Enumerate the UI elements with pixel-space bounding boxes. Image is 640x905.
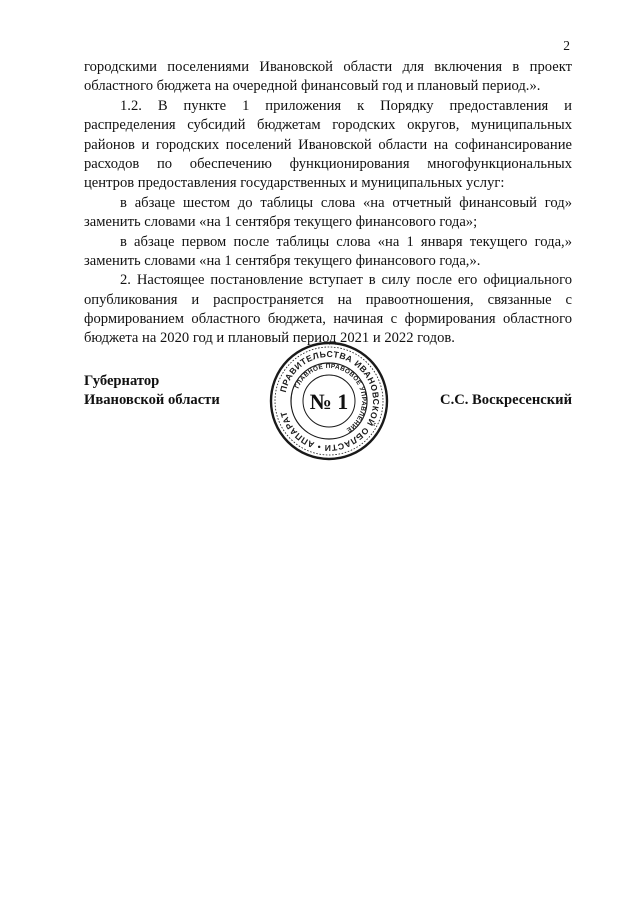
text-line: заменить словами «на 1 сентября текущего финансового года»; [84,214,478,231]
stamp-number: № 1 [309,389,349,414]
text-line: городскими поселениями Ивановской области для включения в проект [84,59,572,75]
svg-text:ГЛАВНОЕ ПРАВОВОЕ УПРАВЛЕНИЕ: ГЛАВНОЕ ПРАВОВОЕ УПРАВЛЕНИЕ [293,362,368,434]
text-line: бюджета на 2020 год и плановый период 2021 и 2022 годов. [84,330,455,347]
text-line: центров предоставления государственных и муниципальных услуг: [84,175,505,192]
text-line: опубликования и распространяется на правоотношения, связанные с [84,291,572,308]
text-line: 2. Настоящее постановление вступает в силу после его официального [120,272,572,289]
text-line: расходов по обеспечению функционирования многофункциональных [84,155,572,172]
text-line: заменить словами «на 1 сентября текущего финансового года,». [84,252,481,269]
text-line: распределения субсидий бюджетам городских округов, муниципальных [84,117,572,134]
signatory-title-line: Ивановской области [84,392,220,409]
official-stamp [268,340,390,462]
stamp-seal [268,340,390,462]
signatory-name: С.С. Воскресенский [440,392,572,409]
text-line: 1.2. В пункте 1 приложения к Порядку предоставления и [120,97,572,114]
signatory-title-line: Губернатор [84,373,160,389]
text-line: в абзаце шестом до таблицы слова «на отчетный финансовый год» [120,194,572,211]
text-line: в абзаце первом после таблицы слова «на 1 января текущего года,» [120,233,572,250]
text-line: районов и городских поселений Ивановской области на софинансирование [84,136,572,153]
text-line: формированием областного бюджета, начиная с формирования областного [84,311,572,328]
svg-text:ПРАВИТЕЛЬСТВА ИВАНОВСКОЙ ОБЛАС: ПРАВИТЕЛЬСТВА ИВАНОВСКОЙ ОБЛАСТИ • АППАРАТ [277,348,382,454]
page-number: 2 [563,38,570,53]
signatory-title [84,372,220,411]
text-line: областного бюджета на очередной финансовый год и плановый период.». [84,78,541,95]
document-body [84,58,572,349]
